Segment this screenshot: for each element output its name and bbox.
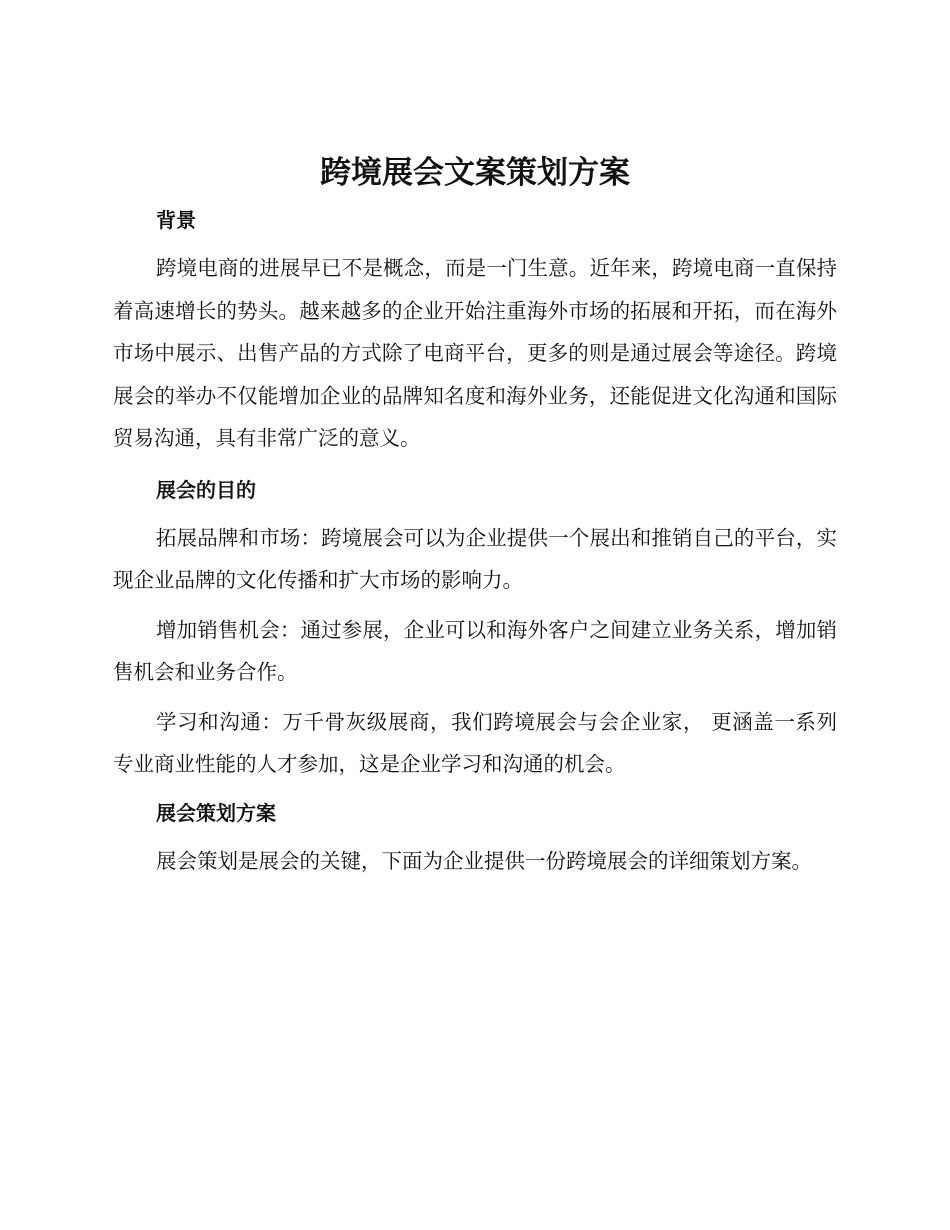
document-body (113, 200, 837, 882)
plan-paragraph: 展会策划是展会的关键，下面为企业提供一份跨境展会的详细策划方案。 (156, 848, 812, 873)
document-title: 跨境展会文案策划方案 (320, 155, 630, 191)
section-heading-background: 背景 (156, 208, 196, 232)
section-heading-plan: 展会策划方案 (156, 800, 276, 825)
purpose-paragraph-sales: 增加销售机会：通过参展，企业可以和海外客户之间建立业务关系，增加销售机会和业务合作。 (113, 617, 837, 684)
purpose-paragraph-learning: 学习和沟通：万千骨灰级展商，我们跨境展会与会企业家， 更涵盖一系列专业商业性能的人才参加，这是企业学习和沟通的机会。 (113, 709, 837, 776)
purpose-paragraph-brand: 拓展品牌和市场：跨境展会可以为企业提供一个展出和推销自己的平台，实现企业品牌的文化传播和扩大市场的影响力。 (113, 525, 837, 592)
section-heading-purpose: 展会的目的 (156, 477, 256, 502)
background-paragraph: 跨境电商的进展早已不是概念，而是一门生意。近年来，跨境电商一直保持着高速增长的势头。越来越多的企业开始注重海外市场的拓展和开拓，而在海外市场中展示、出售产品的方式除了电商平台，更多的则是通过展会等途径。跨境展会的举办不仅能增加企业的品牌知名度和海外业务，还能促进文化沟通和国际贸易沟通，具有非常广泛的意义。 (113, 256, 837, 450)
